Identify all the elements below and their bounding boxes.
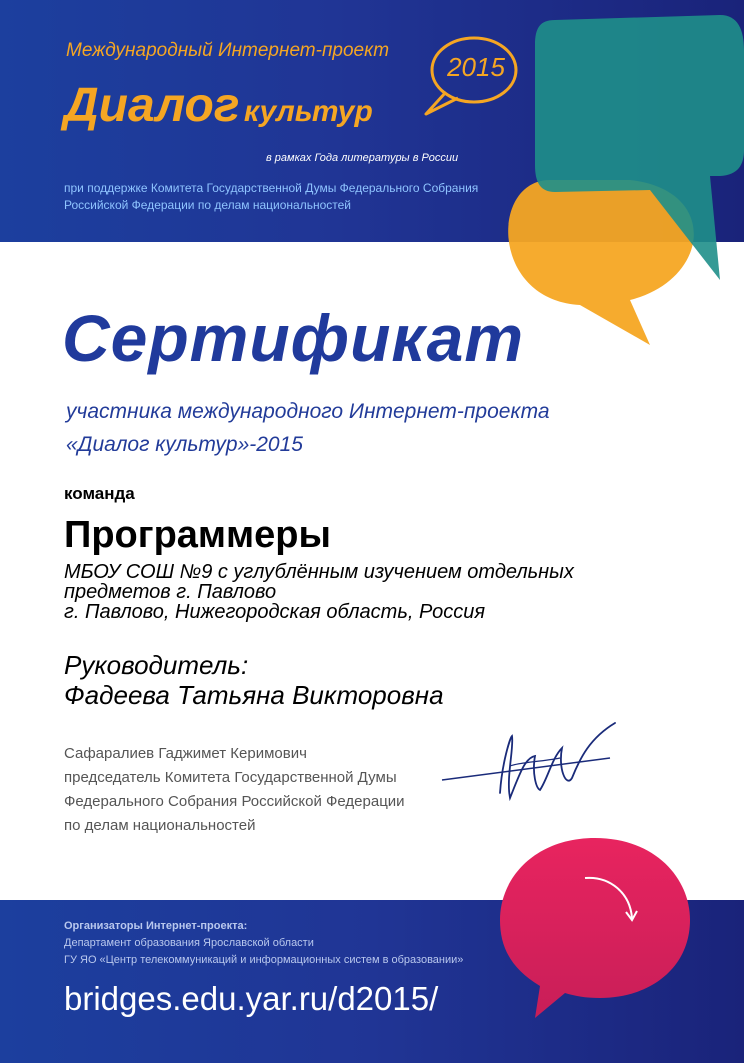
project-title-main: Диалог: [64, 79, 240, 132]
chair-position-3: по делам национальностей: [64, 817, 256, 834]
chair-position-1: председатель Комитета Государственной Думы: [64, 769, 397, 786]
certificate-title: Сертификат: [62, 301, 525, 375]
team-label: команда: [64, 484, 135, 503]
speech-bubble-bottom-icon: [490, 828, 700, 1028]
literature-year-note: в рамках Года литературы в России: [266, 152, 459, 164]
signature-icon: [440, 718, 620, 808]
organizers-title: Организаторы Интернет-проекта:: [64, 920, 248, 932]
project-url-link[interactable]: bridges.edu.yar.ru/d2015/: [64, 980, 439, 1017]
leader-name: Фадеева Татьяна Викторовна: [64, 680, 444, 710]
leader-label: Руководитель:: [64, 650, 249, 680]
participant-line-1: участника международного Интернет-проекта: [66, 400, 550, 423]
project-title: [64, 78, 373, 133]
school-line-2: предметов г. Павлово: [64, 581, 277, 603]
organizer-1: Департамент образования Ярославской области: [64, 937, 314, 949]
school-location: г. Павлово, Нижегородская область, Россия: [64, 601, 485, 623]
school-line-1: МБОУ СОШ №9 с углублённым изучением отдельных: [64, 561, 574, 583]
project-title-second: культур: [243, 95, 373, 128]
project-subtitle: Международный Интернет-проект: [66, 40, 390, 61]
support-note: при поддержке Комитета Государственной Думы Федерального Собрания Российской Федерации по делам национальностей: [64, 181, 479, 212]
organizer-2: ГУ ЯО «Центр телекоммуникаций и информационных систем в образовании»: [64, 954, 464, 966]
chair-info: [64, 742, 444, 838]
participant-caption: [66, 395, 586, 461]
participant-line-2: «Диалог культур»-2015: [66, 433, 303, 456]
school-info: [64, 562, 674, 622]
project-year: 2015: [447, 52, 505, 82]
team-name: Программеры: [64, 514, 331, 556]
chair-name: Сафаралиев Гаджимет Керимович: [64, 745, 307, 762]
chair-position-2: Федерального Собрания Российской Федерации: [64, 793, 405, 810]
